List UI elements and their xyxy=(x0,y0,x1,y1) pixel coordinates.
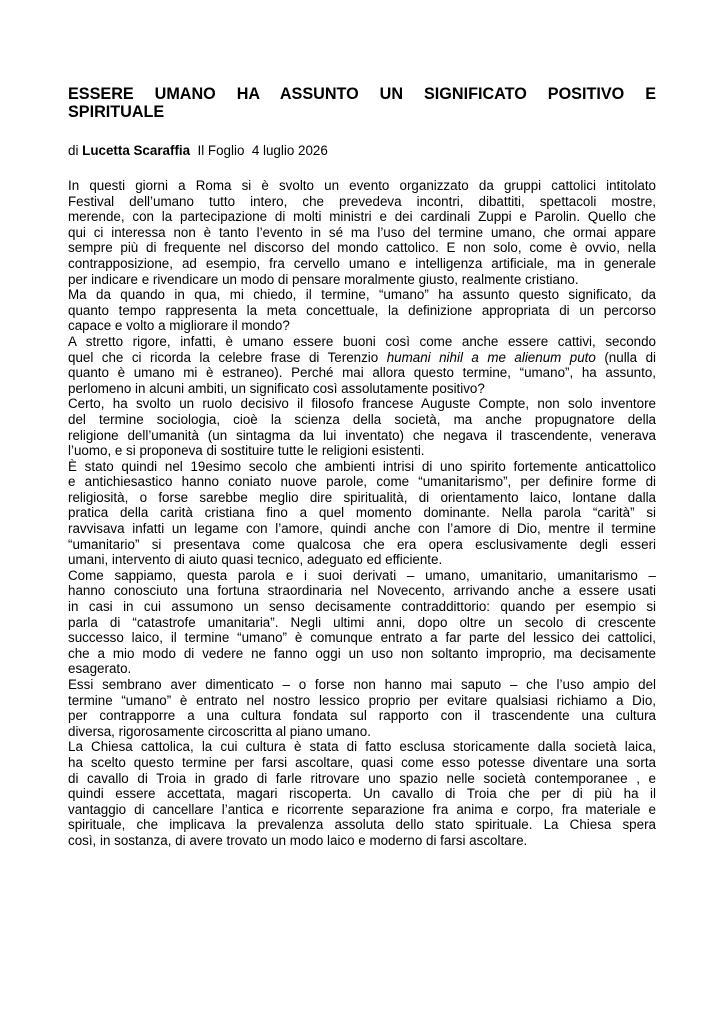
paragraph-line: È stato quindi nel 19esimo secolo che ambienti intrisi di uno spirito fortemente anticattolico xyxy=(68,458,656,474)
paragraph-line: La Chiesa cattolica, la cui cultura è stata di fatto esclusa storicamente dalla società laica, xyxy=(68,739,656,755)
paragraph-line: parla di “catastrofe umanitaria”. Negli ultimi anni, dopo oltre un secolo di crescente xyxy=(68,614,656,630)
latin-quote: humani nihil a me alienum puto xyxy=(386,349,596,365)
paragraph-line: religiosità, o forse sarebbe meglio dire spiritualità, di orientamento laico, lontane dalla xyxy=(68,489,656,505)
text-segment: (nulla di xyxy=(595,349,656,365)
paragraph-line: in casi in cui assumono un senso decisamente contraddittorio: quando per esempio si xyxy=(68,599,656,615)
paragraph-line: che a mio modo di vedere ne fanno oggi un uso non soltanto improprio, ma decisamente xyxy=(68,645,656,661)
paragraph-line: In questi giorni a Roma si è svolto un evento organizzato da gruppi cattolici intitolato xyxy=(68,178,656,193)
paragraph-line: spirituale, che implicava la prevalenza assoluta dello stato spirituale. La Chiesa spera xyxy=(68,817,656,833)
paragraph-line: qui ci interessa non è tanto l’evento in sé ma l’uso del termine umano, che ormai appare xyxy=(68,224,656,240)
paragraph-line: per indicare e rivendicare un modo di pensare moralmente giusto, realmente cristiano. xyxy=(68,271,579,287)
paragraph-line: religione dell’umanità (un sintagma da lui inventato) che negava il trascendente, venerava xyxy=(68,427,656,443)
paragraph-line: quanto tempo rappresenta la meta concettuale, la definizione appropriata di un percorso xyxy=(68,302,656,318)
paragraph-line xyxy=(68,350,656,366)
text-segment: quel che ci ricorda la celebre frase di Terenzio xyxy=(68,349,387,365)
paragraph xyxy=(68,677,656,739)
paragraph-line: sempre più di frequente nel discorso del mondo cattolico. E non solo, come è ovvio, nella xyxy=(68,240,656,256)
paragraph-line: Ma da quando in qua, mi chiedo, il termine, “umano” ha assunto questo significato, da xyxy=(68,287,656,303)
paragraph-line: Festival dell’umano tutto intero, che prevedeva incontri, dibattiti, spettacoli mostre, xyxy=(68,193,656,209)
paragraph-line: del termine sociologia, cioè la scienza della società, ma anche propugnatore della xyxy=(68,411,656,427)
paragraph-line: ha scelto questo termine per farsi ascoltare, quasi come esso potesse diventare una sorta xyxy=(68,754,656,770)
paragraph-line: pratica della carità cristiana fino a quel momento dominante. Nella parola “carità” si xyxy=(68,505,656,521)
paragraph-line: termine “umano” è entrato nel nostro lessico proprio per evitare qualsiasi richiamo a Dio, xyxy=(68,692,656,708)
paragraph-line: e antichiesastico hanno coniato nuove parole, come “umanitarismo”, per definire forme di xyxy=(68,474,656,490)
paragraph-line: vantaggio di cancellare l’antica e ricorrente separazione fra anima e corpo, fra materiale e xyxy=(68,801,656,817)
article-title xyxy=(68,85,656,121)
publication-and-date: Il Foglio 4 luglio 2026 xyxy=(190,143,328,158)
paragraph-line: Certo, ha svolto un ruolo decisivo il filosofo francese Auguste Compte, non solo inventore xyxy=(68,396,656,412)
paragraph-line: “umanitario” si presentava come qualcosa che era opera esclusivamente degli esseri xyxy=(68,536,656,552)
paragraph-line: quindi essere accettata, magari riscoperta. Un cavallo di Troia che per di più ha il xyxy=(68,786,656,802)
paragraph-line: successo laico, il termine “umano” è comunque entrato a far parte del lessico dei cattolici, xyxy=(68,630,656,646)
paragraph xyxy=(68,739,656,848)
paragraph-line: Come sappiamo, questa parola e i suoi derivati – umano, umanitario, umanitarismo – xyxy=(68,567,656,583)
paragraph-line: capace e volto a migliorare il mondo? xyxy=(68,318,290,334)
paragraph xyxy=(68,287,656,334)
paragraph-line: A stretto rigore, infatti, è umano essere buoni così come anche essere cattivi, secondo xyxy=(68,333,656,349)
article-body xyxy=(68,178,656,849)
byline xyxy=(68,143,328,159)
paragraph-line: contrapposizione, ad esempio, fra cervello umano e intelligenza artificiale, ma in generale xyxy=(68,255,656,271)
paragraph-line: hanno conosciuto una fortuna straordinaria nel Novecento, arrivando anche a essere usati xyxy=(68,583,656,599)
paragraph-line: umani, intervento di aiuto quasi tecnico, adeguato ed efficiente. xyxy=(68,552,443,568)
paragraph xyxy=(68,178,656,287)
paragraph-line: merende, con la partecipazione di molti ministri e dei cardinali Zuppi e Parolin. Quello che xyxy=(68,209,656,225)
paragraph-line: di cavallo di Troia in grado di farle ritrovare uno spazio nelle società contemporanee , e xyxy=(68,770,656,786)
paragraph-line: Essi sembrano aver dimenticato – o forse non hanno mai saputo – che l’uso ampio del xyxy=(68,677,656,692)
byline-prefix: di xyxy=(68,143,83,158)
paragraph-line: esagerato. xyxy=(68,661,132,677)
paragraph xyxy=(68,334,656,396)
paragraph-line: per contrapporre a una cultura fondata sul rapporto con il trascendente una cultura xyxy=(68,708,656,724)
paragraph-line: così, in sostanza, di avere trovato un modo laico e moderno di farsi ascoltare. xyxy=(68,832,528,848)
paragraph-line: perlomeno in alcuni ambiti, un significato così assolutamente positivo? xyxy=(68,380,485,396)
paragraph-line: diversa, rigorosamente circoscritta al piano umano. xyxy=(68,723,371,739)
paragraph-line: ravvisava infatti un legame con l’amore, quindi anche con l’amore di Dio, mentre il termine xyxy=(68,521,656,537)
author-name: Lucetta Scaraffia xyxy=(82,143,191,158)
title-line: SPIRITUALE xyxy=(68,103,165,121)
paragraph xyxy=(68,568,656,677)
paragraph xyxy=(68,396,656,458)
paragraph-line: l’uomo, e si proponeva di sostituire tutte le religioni esistenti. xyxy=(68,443,425,459)
title-line: ESSERE UMANO HA ASSUNTO UN SIGNIFICATO POSITIVO E xyxy=(68,85,656,103)
paragraph-line: quanto è umano mi è estraneo). Perché mai allora questo termine, “umano”, ha assunto, xyxy=(68,365,656,381)
paragraph xyxy=(68,459,656,568)
